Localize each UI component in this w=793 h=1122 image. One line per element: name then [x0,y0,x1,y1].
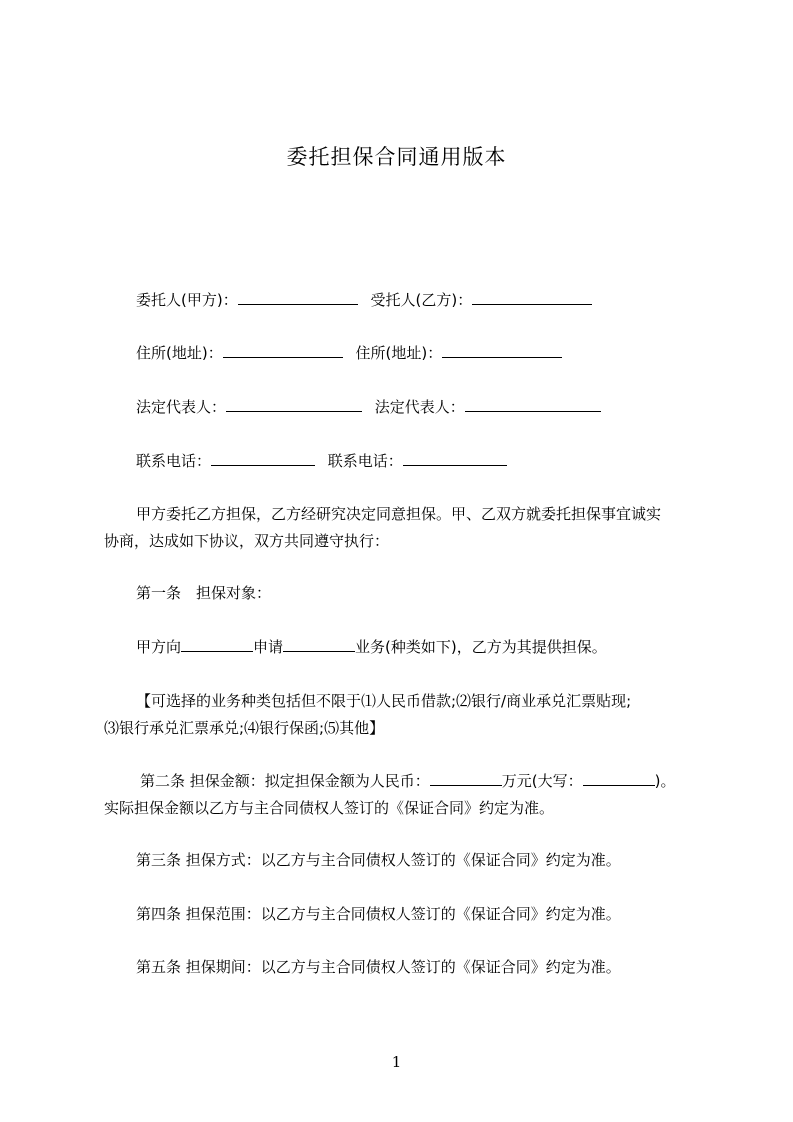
article-4: 第四条 担保范围：以乙方与主合同债权人签订的《保证合同》约定为准。 [136,905,621,923]
representative-line [136,392,601,422]
business-blank[interactable] [283,638,355,652]
article-1-heading: 第一条 担保对象： [136,584,272,602]
article-2-line-2: 实际担保金额以乙方与主合同债权人签订的《保证合同》约定为准。 [104,799,555,817]
rep-blank-b[interactable] [465,398,601,412]
rep-blank-a[interactable] [226,398,362,412]
phone-blank-a[interactable] [211,452,315,466]
article-2-text-c: )。 [654,772,676,790]
address-label-b: 住所(地址)： [355,344,443,362]
address-blank-a[interactable] [223,344,343,358]
amount-capital-blank[interactable] [583,772,655,786]
applicant-blank[interactable] [181,638,253,652]
entrusting-party-label: 委托人(甲方)： [136,291,238,309]
entrusting-party-blank[interactable] [238,291,358,305]
address-blank-b[interactable] [442,344,562,358]
article-1-text-b: 申请 [253,638,284,656]
article-2-text-a: 第二条 担保金额：拟定担保金额为人民币： [140,772,430,790]
party-line [136,285,592,315]
article-5: 第五条 担保期间：以乙方与主合同债权人签订的《保证合同》约定为准。 [136,958,621,976]
phone-blank-b[interactable] [403,452,507,466]
article-3: 第三条 担保方式：以乙方与主合同债权人签订的《保证合同》约定为准。 [136,851,621,869]
document-title: 委托担保合同通用版本 [286,145,507,169]
address-line [136,338,562,368]
entrusted-party-label: 受托人(乙方)： [370,291,473,309]
phone-line [136,446,507,476]
entrusted-party-blank[interactable] [472,291,592,305]
phone-label-b: 联系电话： [327,452,403,470]
intro-line-2: 协商，达成如下协议，双方共同遵守执行： [104,532,390,550]
options-line-2: ⑶银行承兑汇票承兑;⑷银行保函;⑸其他】 [104,719,385,737]
article-1-text [136,632,607,662]
intro-line-1: 甲方委托乙方担保，乙方经研究决定同意担保。甲、乙双方就委托担保事宜诚实 [136,505,662,523]
page-number: 1 [391,1053,402,1071]
options-line-1: 【可选择的业务种类包括但不限于⑴人民币借款;⑵银行/商业承兑汇票贴现; [136,692,632,710]
article-2-text-b: 万元(大写： [501,772,583,790]
article-1-text-a: 甲方向 [136,638,182,656]
rep-label-b: 法定代表人： [374,398,465,416]
phone-label-a: 联系电话： [136,452,212,470]
amount-blank[interactable] [430,772,502,786]
article-1-text-c: 业务(种类如下)，乙方为其提供担保。 [355,638,607,656]
rep-label-a: 法定代表人： [136,398,227,416]
article-2-line-1 [140,766,676,796]
address-label-a: 住所(地址)： [136,344,223,362]
